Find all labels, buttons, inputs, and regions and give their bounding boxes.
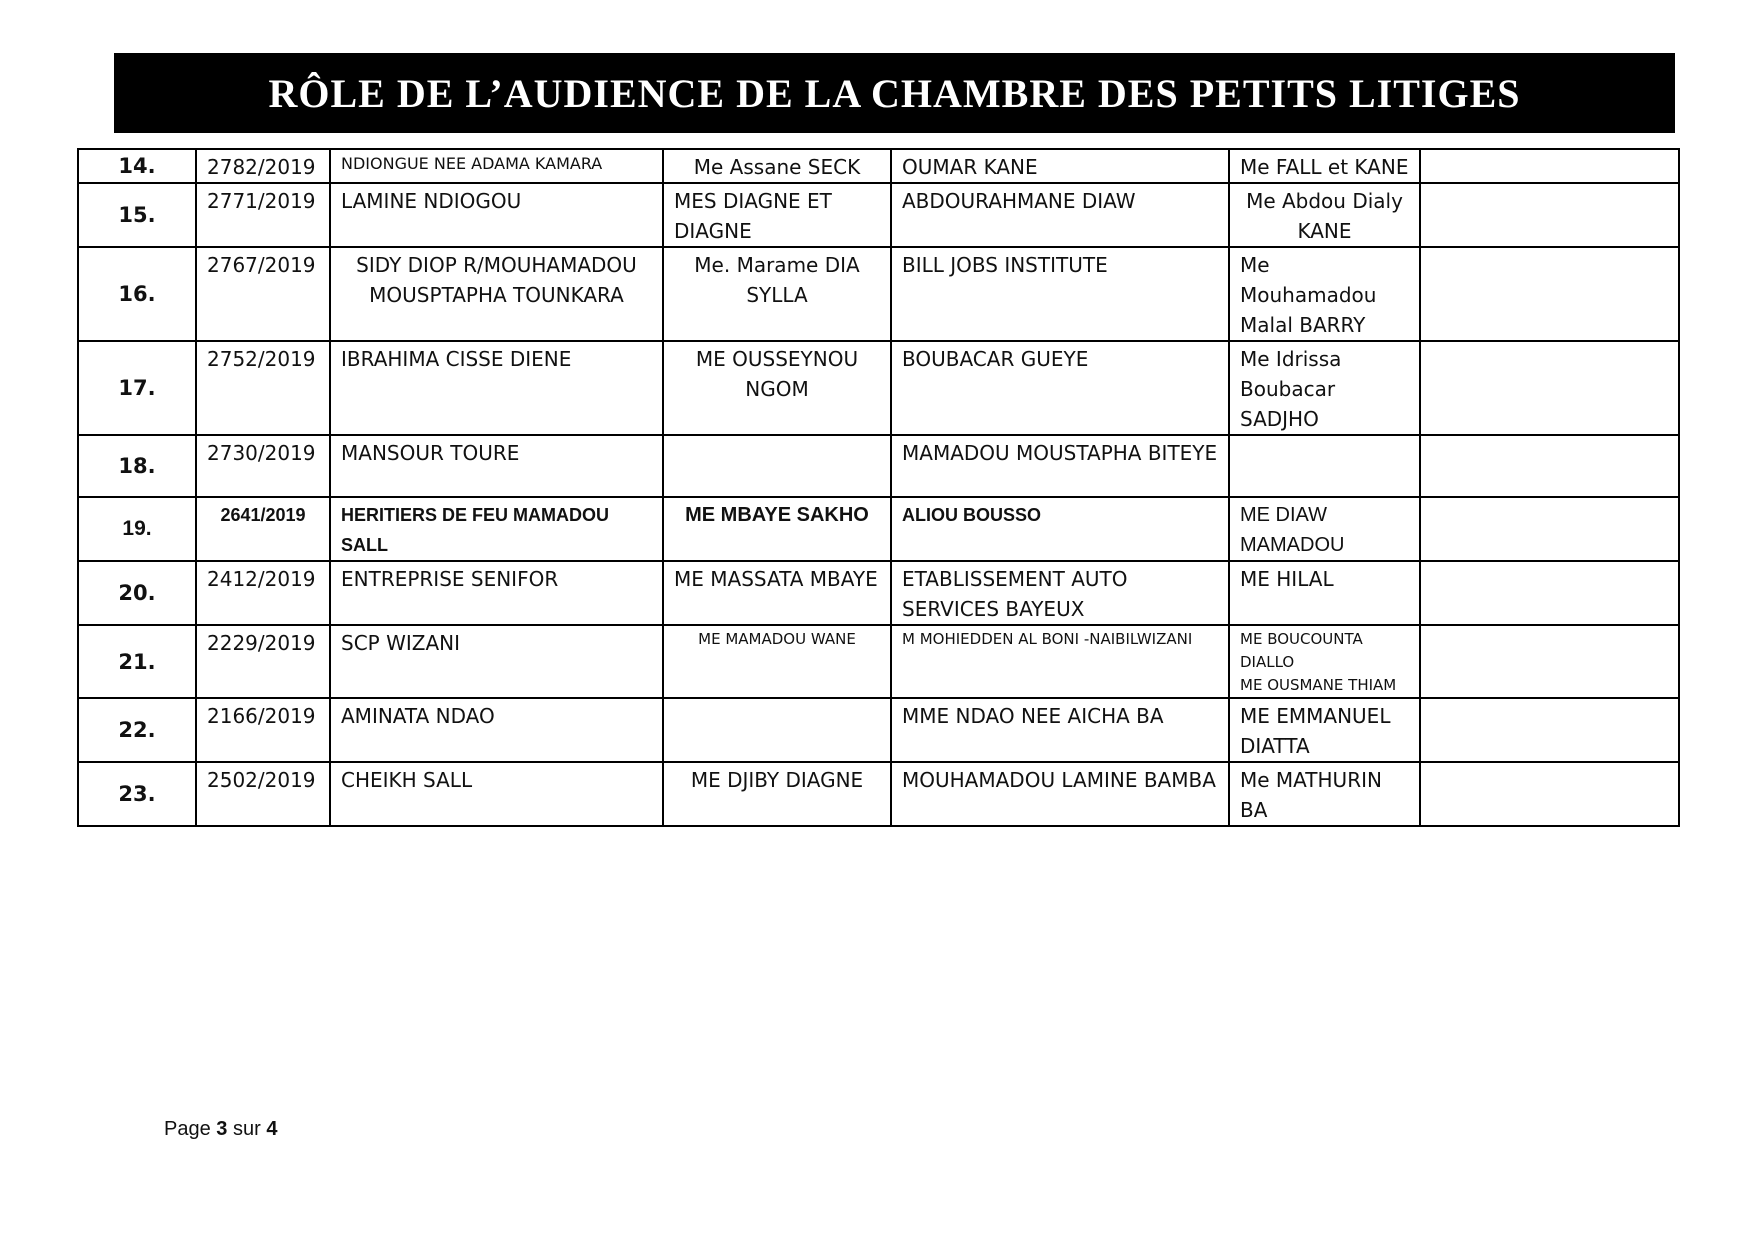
plaintiff: LAMINE NDIOGOU bbox=[330, 183, 663, 247]
case-number: 2166/2019 bbox=[196, 698, 330, 762]
table-row bbox=[78, 762, 1679, 826]
table-row bbox=[78, 561, 1679, 625]
table-row bbox=[78, 698, 1679, 762]
defendant-lawyer: Me Mouhamadou Malal BARRY bbox=[1229, 247, 1420, 341]
title-banner bbox=[114, 53, 1675, 133]
observations bbox=[1420, 762, 1679, 826]
defendant: MME NDAO NEE AICHA BA bbox=[891, 698, 1229, 762]
plaintiff-lawyer bbox=[663, 435, 891, 497]
table-row bbox=[78, 183, 1679, 247]
defendant: ETABLISSEMENT AUTO SERVICES BAYEUX bbox=[891, 561, 1229, 625]
case-number: 2752/2019 bbox=[196, 341, 330, 435]
defendant-lawyer: Me Idrissa Boubacar SADJHO bbox=[1229, 341, 1420, 435]
defendant: BOUBACAR GUEYE bbox=[891, 341, 1229, 435]
defendant: ALIOU BOUSSO bbox=[891, 497, 1229, 561]
case-number: 2229/2019 bbox=[196, 625, 330, 698]
defendant-lawyer: Me MATHURIN BA bbox=[1229, 762, 1420, 826]
row-number: 16. bbox=[78, 247, 196, 341]
plaintiff-lawyer: ME MAMADOU WANE bbox=[663, 625, 891, 698]
plaintiff-lawyer: Me. Marame DIA SYLLA bbox=[663, 247, 891, 341]
case-number: 2412/2019 bbox=[196, 561, 330, 625]
defendant-lawyer-second: ME OUSMANE THIAM bbox=[1240, 676, 1397, 694]
defendant-lawyer: Me Abdou Dialy KANE bbox=[1229, 183, 1420, 247]
case-number: 2782/2019 bbox=[196, 149, 330, 183]
plaintiff-lawyer: Me Assane SECK bbox=[663, 149, 891, 183]
case-number: 2767/2019 bbox=[196, 247, 330, 341]
plaintiff: NDIONGUE NEE ADAMA KAMARA bbox=[330, 149, 663, 183]
plaintiff: ENTREPRISE SENIFOR bbox=[330, 561, 663, 625]
defendant-lawyer bbox=[1229, 435, 1420, 497]
case-number: 2730/2019 bbox=[196, 435, 330, 497]
plaintiff-lawyer: ME MBAYE SAKHO bbox=[663, 497, 891, 561]
defendant-lawyer: ME HILAL bbox=[1229, 561, 1420, 625]
plaintiff: MANSOUR TOURE bbox=[330, 435, 663, 497]
observations bbox=[1420, 435, 1679, 497]
plaintiff-lawyer: ME OUSSEYNOU NGOM bbox=[663, 341, 891, 435]
observations bbox=[1420, 247, 1679, 341]
observations bbox=[1420, 561, 1679, 625]
defendant: MOUHAMADOU LAMINE BAMBA bbox=[891, 762, 1229, 826]
table-row bbox=[78, 149, 1679, 183]
plaintiff-lawyer: ME MASSATA MBAYE bbox=[663, 561, 891, 625]
table-row bbox=[78, 625, 1679, 698]
row-number: 17. bbox=[78, 341, 196, 435]
plaintiff-lawyer: ME DJIBY DIAGNE bbox=[663, 762, 891, 826]
table-row bbox=[78, 341, 1679, 435]
observations bbox=[1420, 698, 1679, 762]
hearing-roll-table bbox=[77, 148, 1680, 827]
total-pages: 4 bbox=[266, 1118, 278, 1140]
plaintiff: CHEIKH SALL bbox=[330, 762, 663, 826]
observations bbox=[1420, 341, 1679, 435]
observations bbox=[1420, 625, 1679, 698]
row-number: 23. bbox=[78, 762, 196, 826]
footer-prefix: Page bbox=[164, 1118, 211, 1140]
observations bbox=[1420, 149, 1679, 183]
table-row bbox=[78, 497, 1679, 561]
case-number: 2771/2019 bbox=[196, 183, 330, 247]
plaintiff: HERITIERS DE FEU MAMADOU SALL bbox=[330, 497, 663, 561]
plaintiff-lawyer: MES DIAGNE ET DIAGNE bbox=[663, 183, 891, 247]
defendant-lawyer: ME BOUCOUNTA DIALLO bbox=[1240, 630, 1363, 671]
row-number: 19. bbox=[78, 497, 196, 561]
row-number: 15. bbox=[78, 183, 196, 247]
footer-separator: sur bbox=[232, 1118, 261, 1140]
defendant: OUMAR KANE bbox=[891, 149, 1229, 183]
row-number: 21. bbox=[78, 625, 196, 698]
table-row bbox=[78, 247, 1679, 341]
plaintiff: SIDY DIOP R/MOUHAMADOU MOUSPTAPHA TOUNKARA bbox=[330, 247, 663, 341]
plaintiff: IBRAHIMA CISSE DIENE bbox=[330, 341, 663, 435]
defendant-lawyer-cell bbox=[1229, 625, 1420, 698]
page-title: RÔLE DE L’AUDIENCE DE LA CHAMBRE DES PETITS LITIGES bbox=[268, 70, 1521, 116]
defendant: MAMADOU MOUSTAPHA BITEYE bbox=[891, 435, 1229, 497]
defendant-lawyer: ME EMMANUEL DIATTA bbox=[1229, 698, 1420, 762]
observations bbox=[1420, 183, 1679, 247]
defendant: M MOHIEDDEN AL BONI -NAIBILWIZANI bbox=[891, 625, 1229, 698]
defendant-lawyer: Me FALL et KANE bbox=[1229, 149, 1420, 183]
plaintiff: SCP WIZANI bbox=[330, 625, 663, 698]
observations bbox=[1420, 497, 1679, 561]
plaintiff-lawyer bbox=[663, 698, 891, 762]
row-number: 20. bbox=[78, 561, 196, 625]
table-row bbox=[78, 435, 1679, 497]
row-number: 22. bbox=[78, 698, 196, 762]
row-number: 18. bbox=[78, 435, 196, 497]
case-number: 2641/2019 bbox=[196, 497, 330, 561]
case-number: 2502/2019 bbox=[196, 762, 330, 826]
page-footer bbox=[164, 1118, 277, 1141]
defendant-lawyer: ME DIAW MAMADOU bbox=[1229, 497, 1420, 561]
plaintiff: AMINATA NDAO bbox=[330, 698, 663, 762]
current-page: 3 bbox=[216, 1118, 228, 1140]
row-number: 14. bbox=[78, 149, 196, 183]
defendant: BILL JOBS INSTITUTE bbox=[891, 247, 1229, 341]
defendant: ABDOURAHMANE DIAW bbox=[891, 183, 1229, 247]
